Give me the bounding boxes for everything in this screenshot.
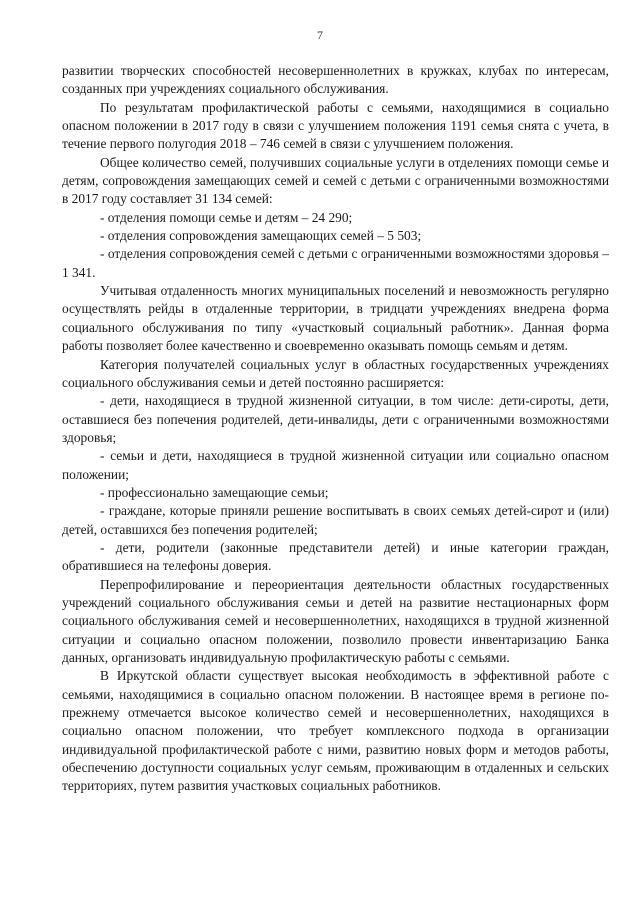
paragraph-prevention-results: По результатам профилактической работы с семьями, находящимися в социально опасном положении в 2017 году в связи с улучшением положения 1191 семья снята с учета, в течение первого полугодия 2018 – 746 семей в связи с улучшением положения. — [62, 99, 609, 152]
list-item-professional-foster: - профессионально замещающие семьи; — [100, 484, 329, 500]
page-number: 7 — [317, 28, 323, 42]
list-item-family-help: - отделения помощи семье и детям – 24 290; — [100, 209, 353, 225]
paragraph-reprofiling: Перепрофилирование и переориентация деятельности областных государственных учреждений социального обслуживания семьи и детей на развитие нестационарных форм социального обслуживания семей и несовершеннолетних, находящихся в трудной жизненной ситуации и социально опасном положении, позволило провести инвентаризацию Банка данных, организовать индивидуальную профилактическую работы с семьями. — [62, 576, 609, 665]
list-item-adoptive-citizens: - граждане, которые приняли решение воспитывать в своих семьях детей-сирот и (или) детей, оставшихся без попечения родителей; — [62, 503, 609, 537]
paragraph-district-social-worker: Учитывая отдаленность многих муниципальных поселений и невозможность регулярно осуществлять рейды в отдаленные территории, в тридцати учреждениях внедрена форма социального обслуживания по типу «участковый социальный работник». Данная форма работы позволяет более качественно и своевременно оказывать помощь семьям и детям. — [62, 283, 609, 354]
paragraph-recipient-categories: Категория получателей социальных услуг в областных государственных учреждениях социального обслуживания семьи и детей постоянно расширяется: — [62, 356, 609, 390]
list-item-disabled-support: - отделения сопровождения семей с детьми с ограниченными возможностями здоровья – 1 341. — [62, 246, 609, 280]
list-item-families-hardship: - семьи и дети, находящиеся в трудной жизненной ситуации или социально опасном положении; — [62, 448, 609, 482]
document-body — [62, 62, 609, 796]
paragraph-total-families: Общее количество семей, получивших социальные услуги в отделениях помощи семье и детям, сопровождения замещающих семей и семей с детьми с ограниченными возможностями в 2017 году составляет 31 134 семей: — [62, 154, 609, 207]
list-item-helpline-callers: - дети, родители (законные представители детей) и иные категории граждан, обратившиеся на телефоны доверия. — [62, 539, 609, 574]
paragraph-irkutsk-region: В Иркутской области существует высокая необходимость в эффективной работе с семьями, находящимися в социально опасном положении. В настоящее время в регионе по-прежнему отмечается высокое количество семей и несовершеннолетних, находящихся в социально опасном положении, что требует комплексного подхода в организации индивидуальной профилактической работе с ними, развитию новых форм и методов работы, обеспечению доступности социальных услуг семьям, проживающим в отдаленных и сельских территориях, путем развития участковых социальных работников. — [62, 668, 609, 794]
paragraph-continuation: развитии творческих способностей несовершеннолетних в кружках, клубах по интересам, созданных при учреждениях социального обслуживания. — [62, 63, 609, 97]
list-item-foster-support: - отделения сопровождения замещающих семей – 5 503; — [100, 228, 422, 244]
list-item-children-hardship: - дети, находящиеся в трудной жизненной ситуации, в том числе: дети-сироты, дети, оставшиеся без попечения родителей, дети-инвалиды, дети с ограниченными возможностями здоровья; — [62, 393, 609, 445]
